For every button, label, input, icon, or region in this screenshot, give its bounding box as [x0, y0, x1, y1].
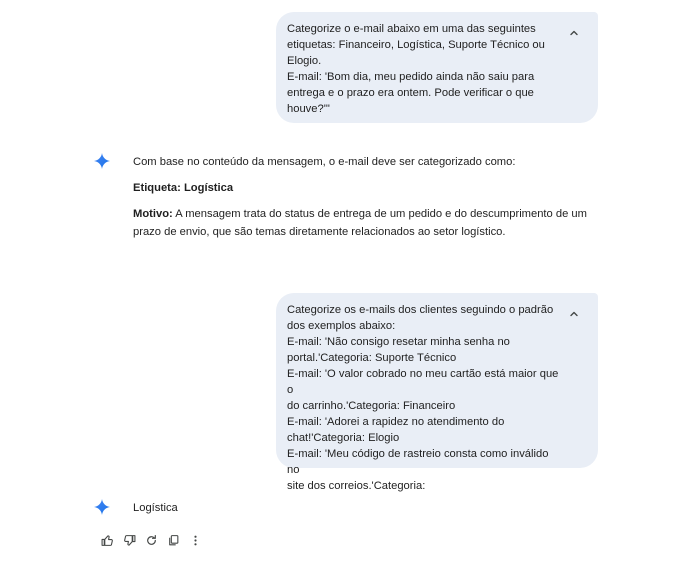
prompt-line: chat!'Categoria: Elogio: [287, 432, 400, 444]
copy-icon: [167, 534, 180, 547]
prompt-line: etiquetas: Financeiro, Logística, Suporte Técnico ou: [287, 39, 545, 51]
good-response-button[interactable]: [99, 532, 115, 548]
prompt-line: E-mail: 'Meu código de rastreio consta como inválido no: [287, 448, 552, 476]
collapse-prompt-button[interactable]: [567, 307, 581, 321]
prompt-line: houve?'": [287, 103, 330, 115]
copy-button[interactable]: [165, 532, 181, 548]
response-intro: Com base no conteúdo da mensagem, o e-mail deve ser categorizado como:: [133, 156, 516, 168]
response-reason: [133, 205, 593, 241]
user-prompt-bubble: [276, 293, 598, 492]
user-prompt-bubble: [276, 12, 598, 123]
prompt-line: do carrinho.'Categoria: Financeiro: [287, 400, 456, 412]
assistant-response: [133, 153, 593, 241]
prompt-line: Elogio.: [287, 55, 322, 67]
gemini-spark-icon: [94, 153, 110, 169]
prompt-line: portal.'Categoria: Suporte Técnico: [287, 352, 457, 364]
prompt-line: E-mail: 'Bom dia, meu pedido ainda não saiu para: [287, 71, 535, 83]
prompt-line: entrega e o prazo era ontem. Pode verificar o que: [287, 87, 534, 99]
thumbs-up-icon: [101, 534, 114, 547]
assistant-response: [133, 499, 593, 517]
gemini-spark-icon: [94, 499, 110, 515]
response-text: Logística: [133, 502, 178, 514]
chevron-up-icon: [569, 28, 579, 38]
reason-text-line1: A mensagem trata do status de entrega de um pedido e do descumprimento de um: [172, 208, 587, 220]
reason-text-line2: prazo de envio, que são temas diretamente relacionados ao setor logístico.: [133, 226, 506, 238]
regenerate-icon: [145, 534, 158, 547]
response-label: Etiqueta: Logística: [133, 182, 234, 194]
more-vert-icon: [189, 534, 202, 547]
regenerate-button[interactable]: [143, 532, 159, 548]
bad-response-button[interactable]: [121, 532, 137, 548]
prompt-line: E-mail: 'O valor cobrado no meu cartão está maior que o: [287, 368, 562, 396]
prompt-line: site dos correios.'Categoria:: [287, 480, 426, 492]
prompt-line: Categorize o e-mail abaixo em uma das seguintes: [287, 23, 536, 35]
chevron-up-icon: [569, 309, 579, 319]
prompt-line: Categorize os e-mails dos clientes seguindo o padrão: [287, 304, 554, 316]
prompt-line: E-mail: 'Não consigo resetar minha senha no: [287, 336, 510, 348]
reason-label: Motivo:: [133, 208, 173, 220]
prompt-line: E-mail: 'Adorei a rapidez no atendimento do: [287, 416, 505, 428]
more-options-button[interactable]: [187, 532, 203, 548]
collapse-prompt-button[interactable]: [567, 26, 581, 40]
thumbs-down-icon: [123, 534, 136, 547]
response-actions: [99, 532, 203, 548]
prompt-line: dos exemplos abaixo:: [287, 320, 396, 332]
